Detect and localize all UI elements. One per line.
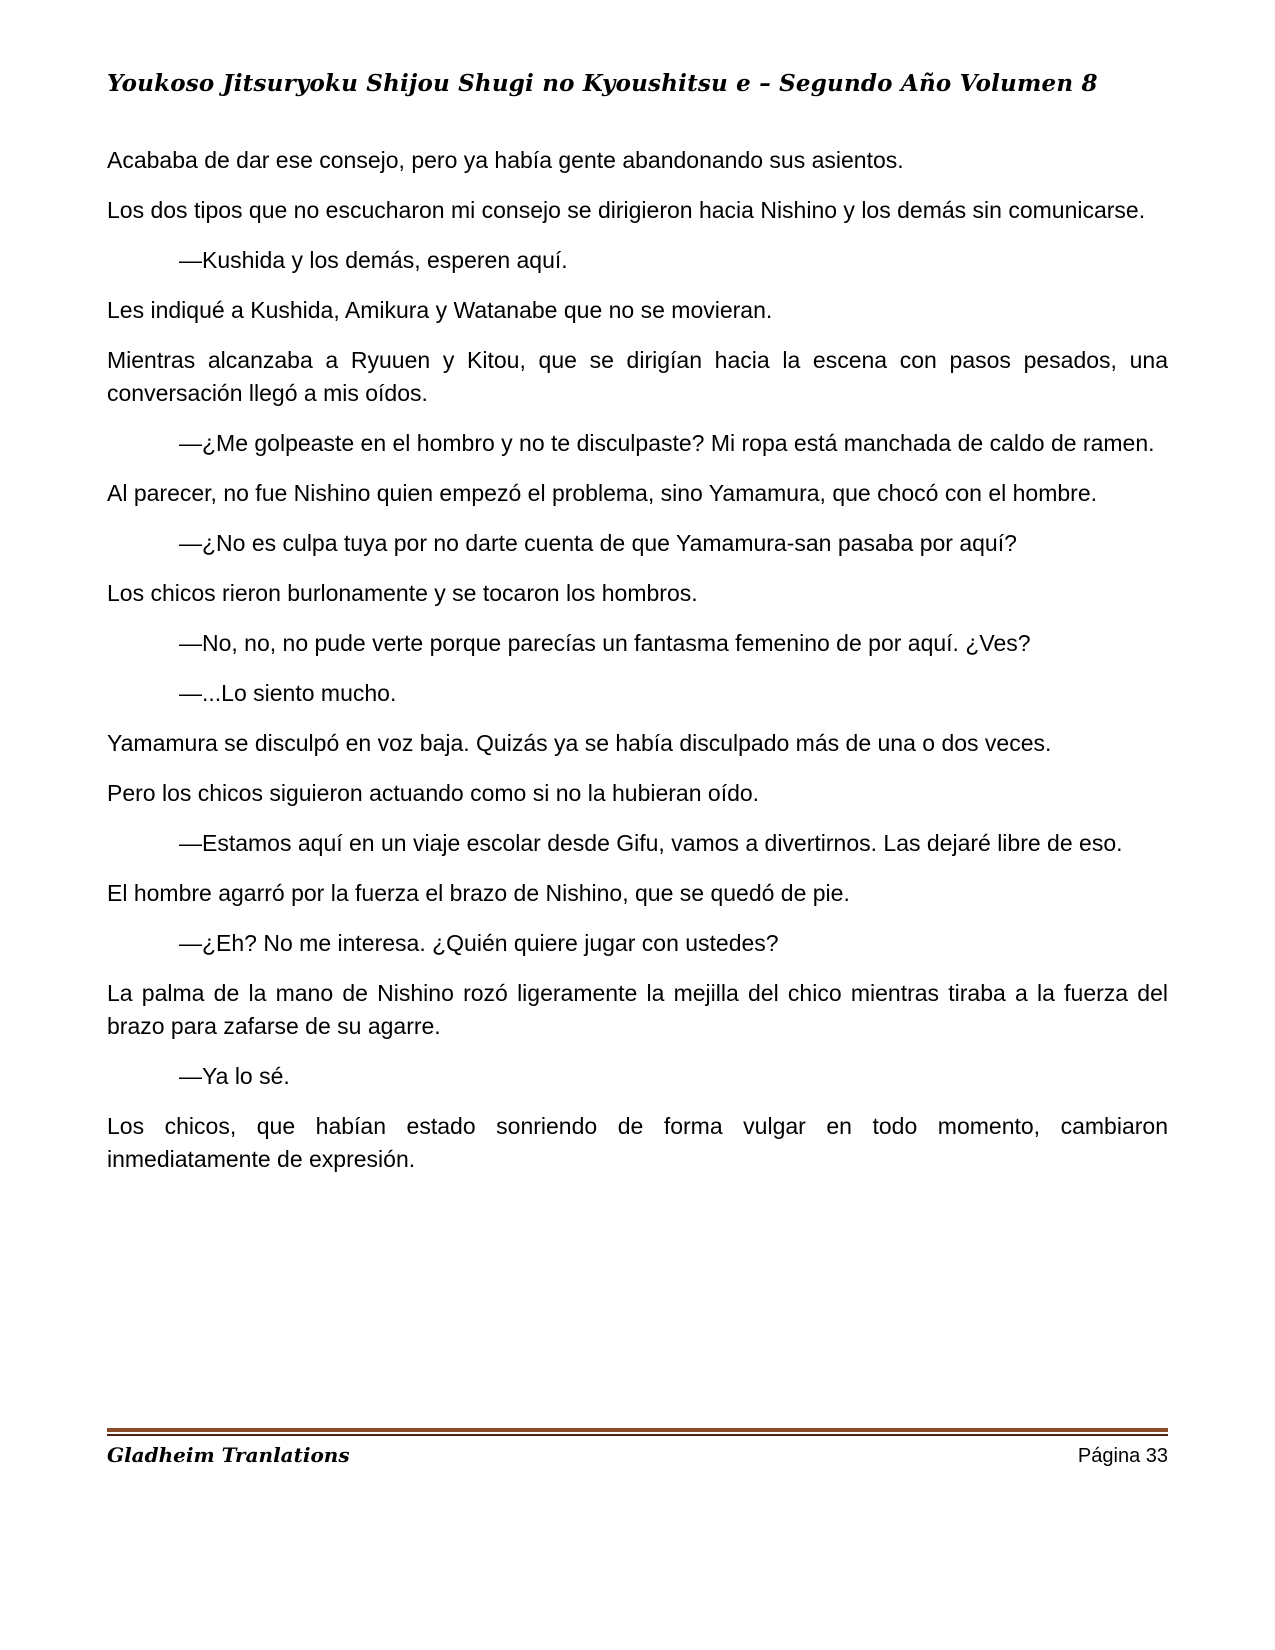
narration-paragraph: Les indiqué a Kushida, Amikura y Watanabe que no se movieran. [107, 297, 773, 323]
dialogue-paragraph: —...Lo siento mucho. [179, 680, 397, 706]
narration-paragraph: Mientras alcanzaba a Ryuuen y Kitou, que se dirigían hacia la escena con pasos pesados, una conversación llegó a mis oídos. [107, 347, 1168, 406]
dialogue-paragraph: —Estamos aquí en un viaje escolar desde Gifu, vamos a divertirnos. Las dejaré libre de eso. [179, 830, 1123, 856]
narration-paragraph: Los chicos, que habían estado sonriendo de forma vulgar en todo momento, cambiaron inmediatamente de expresión. [107, 1113, 1168, 1172]
page-header [107, 70, 1168, 98]
dialogue-paragraph: —No, no, no pude verte porque parecías un fantasma femenino de por aquí. ¿Ves? [179, 630, 1031, 656]
footer-rule [107, 1428, 1168, 1436]
dialogue-paragraph: —¿Eh? No me interesa. ¿Quién quiere jugar con ustedes? [179, 930, 779, 956]
dialogue-paragraph: —¿No es culpa tuya por no darte cuenta de que Yamamura-san pasaba por aquí? [179, 530, 1017, 556]
footer-translator-credit: Gladheim Tranlations [107, 1443, 350, 1467]
narration-paragraph: Al parecer, no fue Nishino quien empezó el problema, sino Yamamura, que chocó con el hombre. [107, 480, 1097, 506]
footer-row [107, 1443, 1168, 1468]
narration-paragraph: La palma de la mano de Nishino rozó ligeramente la mejilla del chico mientras tiraba a la fuerza del brazo para zafarse de su agarre. [107, 980, 1168, 1039]
dialogue-paragraph: —Kushida y los demás, esperen aquí. [179, 247, 568, 273]
narration-paragraph: Pero los chicos siguieron actuando como si no la hubieran oído. [107, 780, 760, 806]
narration-paragraph: Los chicos rieron burlonamente y se tocaron los hombros. [107, 580, 698, 606]
narration-paragraph: El hombre agarró por la fuerza el brazo de Nishino, que se quedó de pie. [107, 880, 850, 906]
dialogue-paragraph: —¿Me golpeaste en el hombro y no te disculpaste? Mi ropa está manchada de caldo de ramen. [179, 430, 1155, 456]
narration-paragraph: Los dos tipos que no escucharon mi consejo se dirigieron hacia Nishino y los demás sin comunicarse. [107, 197, 1146, 223]
footer-page-number: Página 33 [1077, 1445, 1168, 1467]
narration-paragraph: Acababa de dar ese consejo, pero ya había gente abandonando sus asientos. [107, 147, 904, 173]
dialogue-paragraph: —Ya lo sé. [179, 1063, 290, 1089]
header-title: Youkoso Jitsuryoku Shijou Shugi no Kyoushitsu e – Segundo Año Volumen 8 [107, 70, 1098, 97]
narration-paragraph: Yamamura se disculpó en voz baja. Quizás ya se había disculpado más de una o dos veces. [107, 730, 1052, 756]
body-text [107, 144, 1168, 1176]
page-footer [107, 1428, 1168, 1468]
